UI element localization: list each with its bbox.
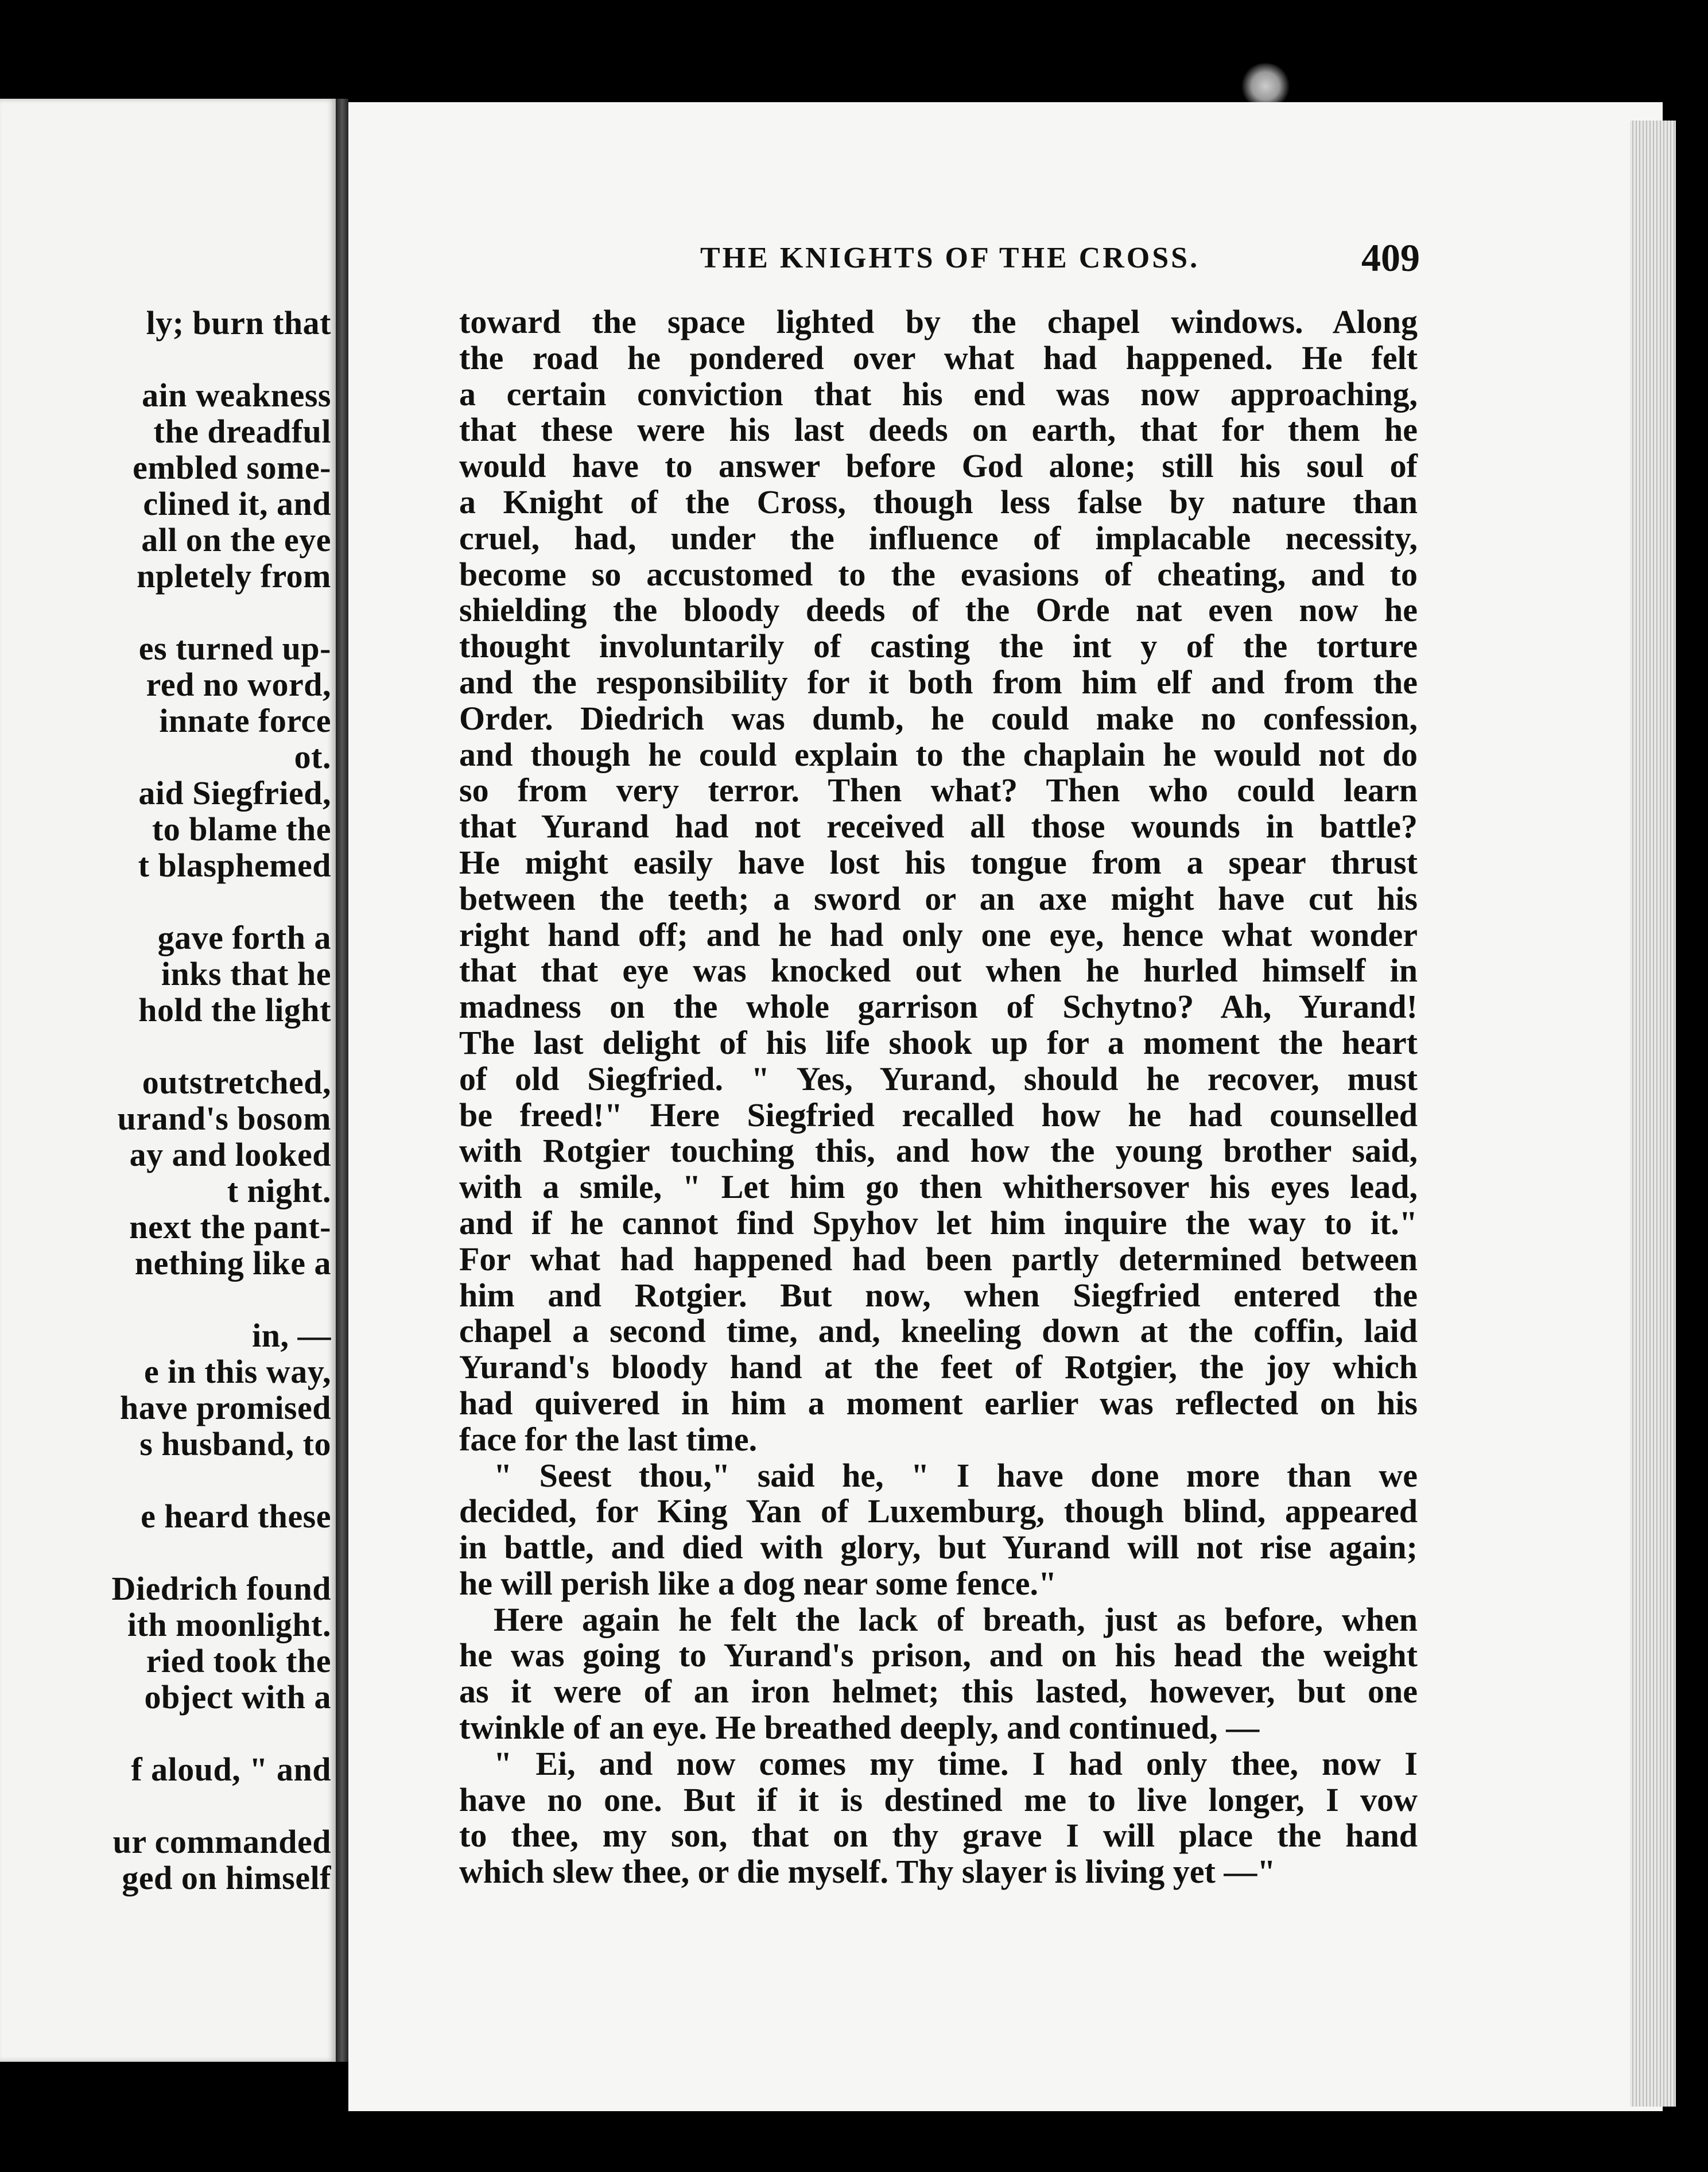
page-number: 409	[1361, 236, 1420, 280]
text-line: had quivered in him a moment earlier was reflected on his	[459, 1384, 1418, 1422]
text-line: to thee, my son, that on thy grave I will place the hand	[459, 1817, 1418, 1855]
text-line: in battle, and died with glory, but Yurand will not rise again;	[459, 1529, 1418, 1566]
text-line: of old Siegfried. " Yes, Yurand, should he recover, must	[459, 1060, 1418, 1097]
text-line: with a smile, " Let him go then whithersover his eyes lead,	[459, 1168, 1418, 1206]
left-page-line: the dreadful	[153, 413, 331, 450]
text-line: him and Rotgier. But now, when Siegfried entered the	[459, 1276, 1418, 1314]
left-page-line: npletely from	[137, 557, 331, 595]
running-head: THE KNIGHTS OF THE CROSS.	[700, 242, 1200, 274]
text-line: become so accustomed to the evasions of cheating, and to	[459, 555, 1418, 593]
left-page	[0, 99, 336, 2062]
left-page-line: gave forth a	[157, 919, 331, 956]
text-line: a Knight of the Cross, though less false by nature than	[459, 483, 1418, 521]
text-line: face for the last time.	[459, 1420, 758, 1458]
left-page-line: t night.	[227, 1172, 331, 1209]
left-page-line: aid Siegfried,	[138, 774, 331, 812]
left-page-line: have promised	[120, 1389, 331, 1426]
left-page-line: ay and looked	[129, 1136, 331, 1173]
left-page-line: embled some-	[133, 449, 331, 486]
text-line: that Yurand had not received all those wounds in battle?	[459, 808, 1418, 845]
text-line: be freed!" Here Siegfried recalled how he had counselled	[459, 1096, 1418, 1134]
text-line: that these were his last deeds on earth, that for them he	[459, 411, 1418, 449]
left-page-line: outstretched,	[142, 1064, 331, 1101]
text-line: twinkle of an eye. He breathed deeply, and continued, —	[459, 1709, 1260, 1747]
left-page-line: innate force	[159, 702, 331, 739]
left-page-line: es turned up-	[138, 630, 331, 667]
left-page-line: all on the eye	[141, 521, 331, 558]
text-line: madness on the whole garrison of Schytno? Ah, Yurand!	[459, 988, 1418, 1026]
left-page-line: ged on himself	[122, 1859, 331, 1896]
text-line: have no one. But if it is destined me to live longer, I vow	[459, 1781, 1418, 1818]
left-page-line: f aloud, " and	[131, 1751, 331, 1788]
left-page-line: ur commanded	[112, 1823, 331, 1860]
text-line: with Rotgier touching this, and how the young brother said,	[459, 1132, 1418, 1170]
left-page-line: s husband, to	[139, 1425, 331, 1463]
text-line: " Seest thou," said he, " I have done more than we	[494, 1456, 1418, 1494]
text-line: he was going to Yurand's prison, and on his head the weight	[459, 1636, 1418, 1674]
left-page-line: ly; burn that	[146, 304, 331, 342]
text-line: that that eye was knocked out when he hurled himself in	[459, 952, 1418, 990]
left-page-line: t blasphemed	[138, 847, 331, 884]
left-page-line: e in this way,	[143, 1353, 331, 1390]
left-page-line: hold the light	[138, 991, 331, 1029]
text-line: and the responsibility for it both from him elf and from the	[459, 663, 1418, 701]
text-line: The last delight of his life shook up for a moment the heart	[459, 1023, 1418, 1061]
text-line: and though he could explain to the chaplain he would not do	[459, 735, 1418, 773]
text-line: For what had happened had been partly determined between	[459, 1240, 1418, 1278]
text-line: Yurand's bloody hand at the feet of Rotgier, the joy which	[459, 1348, 1418, 1386]
book-gutter	[336, 99, 348, 2062]
left-page-line: clined it, and	[143, 485, 331, 522]
text-line: as it were of an iron helmet; this lasted, however, but one	[459, 1673, 1418, 1711]
text-line: the road he pondered over what had happened. He felt	[459, 339, 1418, 377]
text-line: so from very terror. Then what? Then who could learn	[459, 771, 1418, 809]
text-line: toward the space lighted by the chapel windows. Along	[459, 303, 1418, 340]
left-page-line: ain weakness	[142, 377, 331, 414]
left-page-line: next the pant-	[129, 1208, 331, 1246]
text-line: would have to answer before God alone; still his soul of	[459, 447, 1418, 485]
text-line: decided, for King Yan of Luxemburg, though blind, appeared	[459, 1492, 1418, 1530]
text-line: thought involuntarily of casting the int y of the torture	[459, 627, 1418, 665]
left-page-line: e heard these	[141, 1498, 331, 1535]
body-text	[459, 304, 1418, 1890]
text-line: a certain conviction that his end was now approaching,	[459, 375, 1418, 413]
left-page-line: nething like a	[134, 1244, 331, 1282]
text-line: shielding the bloody deeds of the Orde nat even now he	[459, 591, 1418, 629]
text-line: Order. Diedrich was dumb, he could make no confession,	[459, 699, 1418, 737]
left-page-line: urand's bosom	[117, 1100, 331, 1137]
left-page-line: inks that he	[161, 955, 331, 992]
left-page-line: red no word,	[146, 666, 331, 703]
text-line: Here again he felt the lack of breath, just as before, when	[494, 1600, 1418, 1638]
text-line: right hand off; and he had only one eye, hence what wonder	[459, 916, 1418, 953]
text-line: chapel a second time, and, kneeling down at the coffin, laid	[459, 1312, 1418, 1350]
left-page-line: ot.	[294, 738, 331, 775]
text-line: cruel, had, under the influence of implacable necessity,	[459, 519, 1418, 557]
text-line: and if he cannot find Spyhov let him inquire the way to it."	[459, 1204, 1418, 1242]
text-line: " Ei, and now comes my time. I had only thee, now I	[494, 1744, 1418, 1782]
text-line: he will perish like a dog near some fence."	[459, 1564, 1057, 1602]
text-line: which slew thee, or die myself. Thy slayer is living yet —"	[459, 1853, 1276, 1891]
left-page-line: to blame the	[152, 810, 331, 848]
left-page-line: ith moonlight.	[127, 1606, 331, 1643]
page-edge	[1630, 121, 1676, 2107]
left-page-line: Diedrich found	[111, 1570, 331, 1607]
text-line: between the teeth; a sword or an axe might have cut his	[459, 879, 1418, 917]
left-page-line: ried took the	[146, 1642, 331, 1680]
left-page-line: object with a	[144, 1678, 331, 1716]
text-line: He might easily have lost his tongue from a spear thrust	[459, 843, 1418, 881]
left-page-line: in, —	[252, 1317, 331, 1354]
